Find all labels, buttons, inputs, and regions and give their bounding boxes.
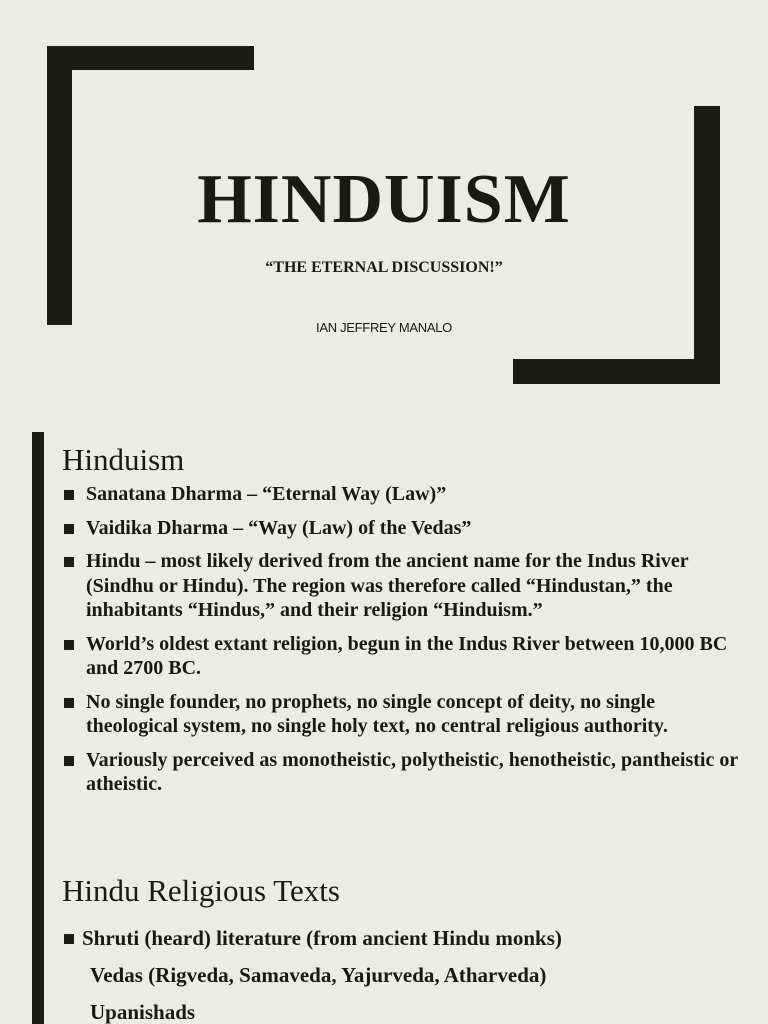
religious-texts-slide: [0, 864, 768, 1024]
slide-heading: Hinduism: [62, 442, 185, 477]
bullet-square-icon: [64, 640, 74, 650]
bullet-square-icon: [64, 698, 74, 708]
bullet-item: Vaidika Dharma – “Way (Law) of the Vedas”: [62, 516, 742, 541]
top-left-bracket-horizontal: [47, 46, 254, 70]
bullet-item: Variously perceived as monotheistic, polytheistic, henotheistic, pantheistic or atheistic.: [62, 748, 742, 797]
hinduism-slide: [0, 432, 768, 864]
bullet-square-icon: [64, 557, 74, 567]
text-line-upanishads: Upanishads: [90, 1000, 196, 1024]
bullet-item: World’s oldest extant religion, begun in the Indus River between 10,000 BC and 2700 BC.: [62, 632, 742, 681]
bullet-item: No single founder, no prophets, no single concept of deity, no single theological system, no single holy text, no central religious authority.: [62, 690, 742, 739]
bullet-square-icon: [64, 490, 74, 500]
bullet-item: Sanatana Dharma – “Eternal Way (Law)”: [62, 482, 742, 507]
slide-heading: Hindu Religious Texts: [62, 873, 340, 908]
title-slide: [0, 0, 768, 432]
bottom-right-bracket-horizontal: [513, 359, 720, 384]
bottom-right-bracket-vertical: [694, 106, 720, 384]
bullet-item: Hindu – most likely derived from the ancient name for the Indus River (Sindhu or Hindu). The region was therefore called “Hindustan,” the inhabitants “Hindus,” and their religion “Hinduism.”: [62, 549, 742, 623]
bullet-square-icon: [64, 756, 74, 766]
accent-sidebar: [32, 432, 44, 864]
slide-subtitle: “THE ETERNAL DISCUSSION!”: [265, 259, 503, 276]
bullet-square-icon: [64, 524, 74, 534]
text-line-vedas: Vedas (Rigveda, Samaveda, Yajurveda, Atharveda): [90, 963, 547, 987]
slide-title: HINDUISM: [197, 161, 571, 238]
text-line-shruti: Shruti (heard) literature (from ancient Hindu monks): [62, 925, 562, 951]
bullet-square-icon: [64, 934, 74, 944]
bullet-list: [62, 482, 742, 806]
author-name: IAN JEFFREY MANALO: [316, 320, 452, 335]
accent-sidebar: [32, 864, 44, 1024]
